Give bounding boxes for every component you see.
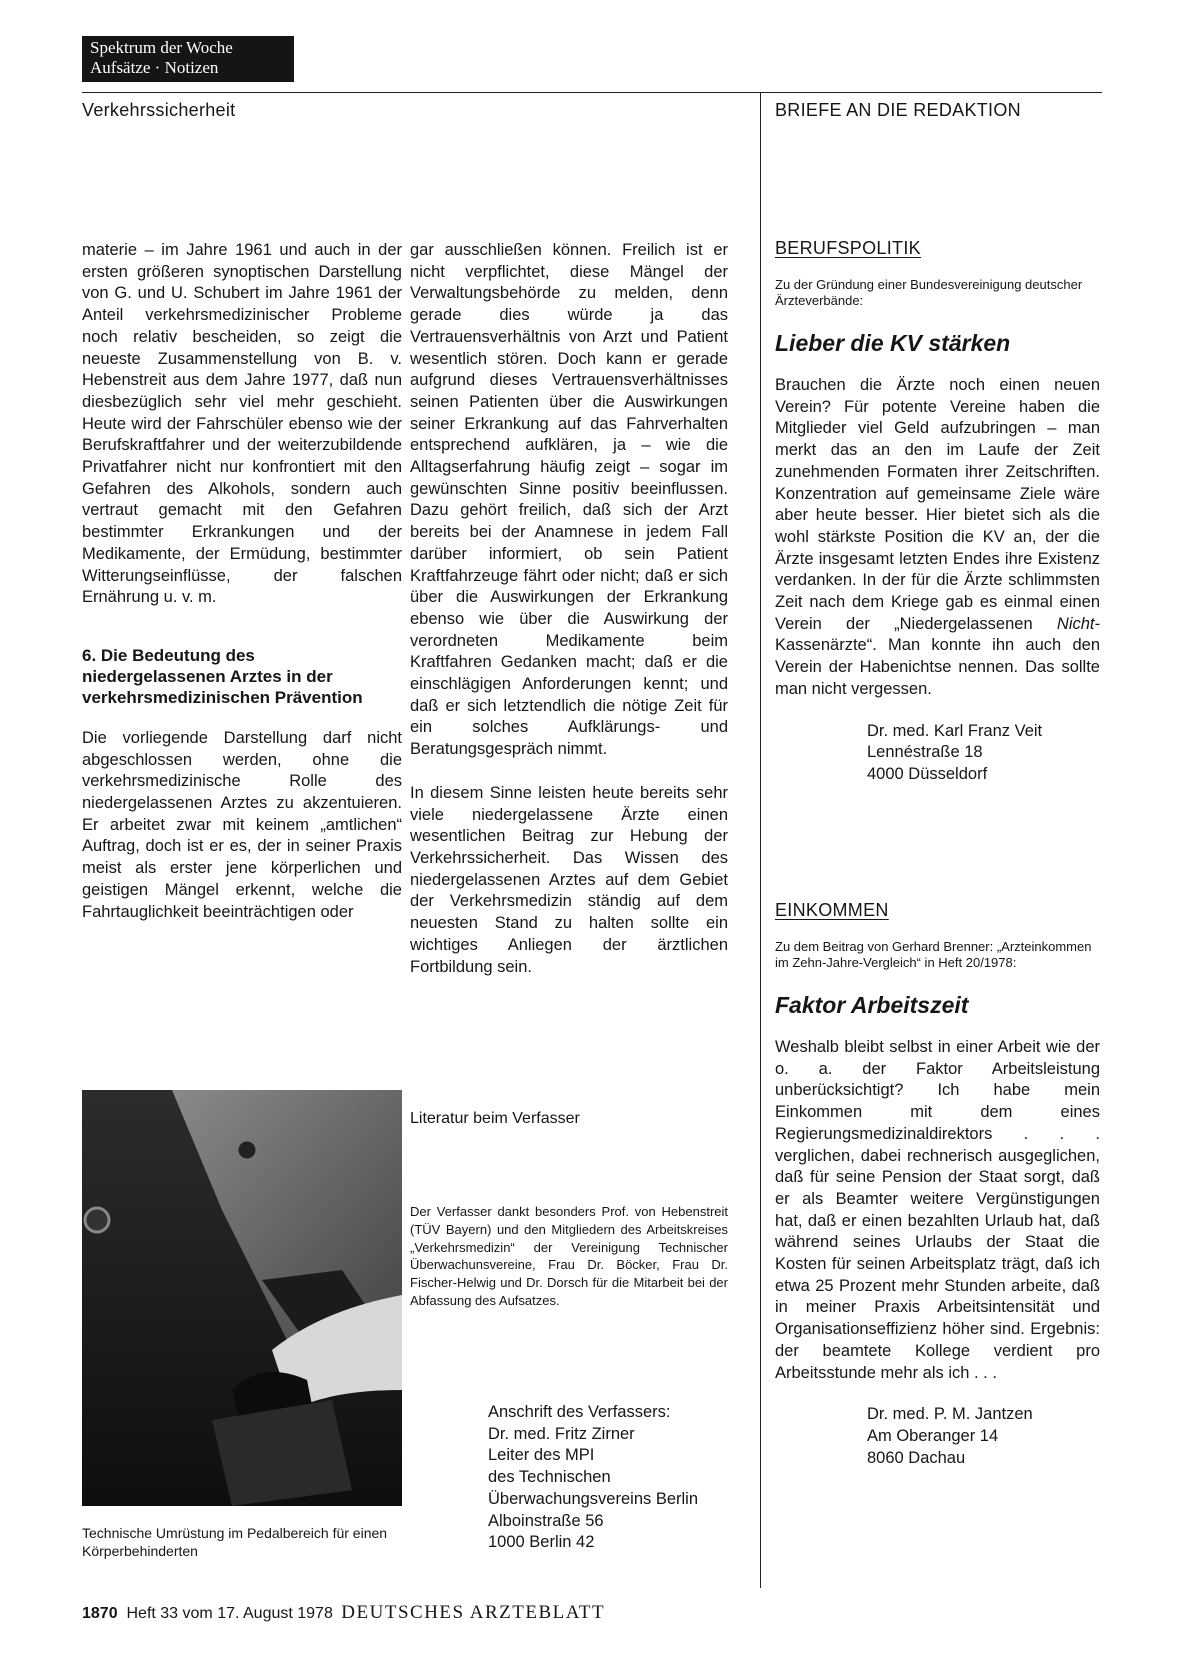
letter1-signature — [775, 721, 1100, 786]
letter1-body-end: Kassenärzte“. Man konnte ihn auch den Verein der Habenichtse nennen. Das sollte man nicht vergessen. — [775, 636, 1100, 698]
letter1-headline: Lieber die KV stärken — [775, 330, 1011, 356]
col1-paragraph-2: Die vorliegende Darstellung darf nicht abgeschlossen werden, ohne die verkehrsmedizinische Rolle des niedergelassenen Arztes zu akzentuieren. Er arbeitet zwar mit keinem „amtlichen“ Auftrag, doch ist er es, der in seiner Praxis meist als erster jene körperlichen und geistigen Mängel erkennt, welche die Fahrtauglichkeit beeinträchtigen oder — [82, 728, 402, 921]
letter2-body: Weshalb bleibt selbst in einer Arbeit wie der o. a. der Faktor Arbeitsleistung unberücksichtigt? Ich habe mein Einkommen mit dem eines Regierungsmedizinaldirektors . . . verglichen, dabei rechnerisch ausgeglichen, daß für seine Pension der Staat sorgt, daß er als Beamter weitere Vergünstigungen hat, daß er einen bezahlten Urlaub hat, daß während seines Urlaubs der Staat die Kosten für seinen Arbeitsplatz trägt, daß ich etwa 25 Prozent mehr Stunden arbeite, daß in meiner Praxis Arbeitsintensität und Organisationseffizienz höher sind. Ergebnis: der beamtete Kollege verdient pro Arbeitsstunde mehr als ich . . . — [775, 1038, 1100, 1382]
address-line: des Technischen — [488, 1468, 611, 1487]
letter2-signature — [775, 1404, 1100, 1469]
address-line: 1000 Berlin 42 — [488, 1533, 595, 1552]
signature-line: Dr. med. Karl Franz Veit — [867, 721, 1043, 740]
section-badge — [82, 36, 294, 82]
pedal-photo-image — [82, 1090, 402, 1506]
pedal-photo — [82, 1090, 402, 1506]
section-label-berufspolitik: BERUFSPOLITIK — [775, 238, 921, 258]
letter1-body-text: Brauchen die Ärzte noch einen neuen Verein? Für potente Vereine haben die Mitglieder viel Geld aufzubringen – man merkt das an den im Laufe der Zeit zunehmenden Formaten ihrer Zeitschriften. Konzentration auf gemeinsame Ziele wäre aber heute besser. Hier bietet sich als die wohl stärkste Position die KV an, der die Ärzte insgesamt letzten Endes ihre Existenz verdanken. In der für die Ärzte schlimmsten Zeit nach dem Kriege gab es einmal einen Verein der „Niedergelassenen — [775, 376, 1100, 633]
letter1-subtitle: Zu der Gründung einer Bundesvereinigung deutscher Ärzteverbände: — [775, 277, 1083, 308]
letter2-subtitle: Zu dem Beitrag von Gerhard Brenner: „Arzteinkommen im Zehn-Jahre-Vergleich“ in Heft 20/1978: — [775, 939, 1092, 970]
section-heading-6: 6. Die Bedeutung des niedergelassenen Arztes in der verkehrsmedizinischen Prävention — [82, 645, 363, 707]
column-divider — [760, 92, 761, 1588]
letter1-body — [775, 375, 1100, 701]
acknowledgement: Der Verfasser dankt besonders Prof. von Hebenstreit (TÜV Bayern) und den Mitgliedern des Arbeitskreises „Verkehrsmedizin“ der Vereinigung Technischer Überwachunsvereine, Frau Dr. Böcker, Frau Dr. Fischer-Helwig und Dr. Dorsch für die Mitarbeit bei der Abfassung des Aufsatzes. — [410, 1204, 728, 1308]
section-label-einkommen: EINKOMMEN — [775, 900, 889, 920]
letter-einkommen — [775, 900, 1100, 1469]
top-rule — [82, 92, 1102, 93]
signature-line: Lennéstraße 18 — [867, 743, 983, 762]
address-line: Überwachungsvereins Berlin — [488, 1489, 699, 1508]
address-line: Leiter des MPI — [488, 1446, 595, 1465]
literature-note: Literatur beim Verfasser — [410, 1110, 580, 1127]
author-address — [488, 1402, 698, 1554]
letter1-body-italic: Nicht- — [1056, 614, 1100, 633]
col1-paragraph-1: materie – im Jahre 1961 und auch in der ersten größeren synoptischen Darstellung von G. und U. Schubert im Jahre 1961 der Anteil verkehrsmedizinischer Probleme noch relativ bescheiden, so zeigt die neueste Zusammenstellung von B. v. Hebenstreit aus dem Jahre 1977, daß nun diesbezüglich sehr viel mehr geschieht. Heute wird der Fahrschüler ebenso wie der Berufskraftfahrer und der weiterzubildende Privatfahrer nicht nur konfrontiert mit den Gefahren des Alkohols, sondern auch vertraut gemacht mit den Gefahren bestimmter Erkrankungen und der Medikamente, der Ermüdung, bestimmter Witterungseinflüsse, der falschen Ernährung u. v. m. — [82, 241, 402, 607]
column-2 — [410, 240, 728, 978]
page-header-right: BRIEFE AN DIE REDAKTION — [775, 100, 1021, 120]
col2-paragraph-2: In diesem Sinne leisten heute bereits sehr viele niedergelassene Ärzte einen wesentlichen Beitrag zur Hebung der Verkehrssicherheit. Das Wissen des niedergelassenen Arztes auf dem Gebiet der Verkehrsmedizin ständig auf dem neuesten Stand zu halten sollte ein wichtiges Anliegen der ärztlichen Fortbildung sein. — [410, 783, 728, 976]
magazine-title: DEUTSCHES ARZTEBLATT — [341, 1602, 606, 1623]
badge-line-2: Aufsätze · Notizen — [90, 58, 219, 77]
signature-line: 8060 Dachau — [867, 1448, 966, 1467]
signature-line: Am Oberanger 14 — [867, 1426, 999, 1445]
letter2-headline: Faktor Arbeitszeit — [775, 992, 969, 1018]
issue-info: Heft 33 vom 17. August 1978 — [126, 1605, 333, 1622]
address-line: Anschrift des Verfassers: — [488, 1403, 671, 1421]
signature-line: 4000 Düsseldorf — [867, 764, 988, 783]
page-footer — [82, 1602, 605, 1624]
badge-line-1: Spektrum der Woche — [90, 38, 233, 57]
address-line: Alboinstraße 56 — [488, 1511, 604, 1530]
column-1 — [82, 240, 402, 923]
address-line: Dr. med. Fritz Zirner — [488, 1424, 635, 1443]
photo-caption: Technische Umrüstung im Pedalbereich für einen Körperbehinderten — [82, 1525, 388, 1559]
letter-berufspolitik — [775, 238, 1100, 786]
page-header-left: Verkehrssicherheit — [82, 100, 236, 120]
page-number: 1870 — [82, 1605, 118, 1622]
signature-line: Dr. med. P. M. Jantzen — [867, 1405, 1033, 1424]
col2-paragraph-1: gar ausschließen können. Freilich ist er nicht verpflichtet, diese Mängel der Verwaltungsbehörde zu melden, denn gerade dies würde ja das Vertrauensverhältnis von Arzt und Patient wesentlich stören. Doch kann er gerade aufgrund dieses Vertrauensverhältnisses seinen Patienten über die Auswirkungen seiner Erkrankung auf das Fahrverhalten entsprechend aufklären, ja – wie die Alltagserfahrung häufig zeigt – sogar im gewünschten Sinne positiv beeinflussen. Dazu gehört freilich, daß sich der Arzt bereits bei der Anamnese in jedem Fall darüber informiert, ob sein Patient Kraftfahrzeuge fährt oder nicht; daß er sich über die Auswirkungen der Erkrankung ebenso wie über die Auswirkung der verordneten Medikamente beim Kraftfahren Gedanken macht; daß er die einschlägigen Anforderungen kennt; und daß er sich letztendlich die nötige Zeit für ein solches Aufklärungs- und Beratungsgespräch nimmt. — [410, 241, 728, 759]
